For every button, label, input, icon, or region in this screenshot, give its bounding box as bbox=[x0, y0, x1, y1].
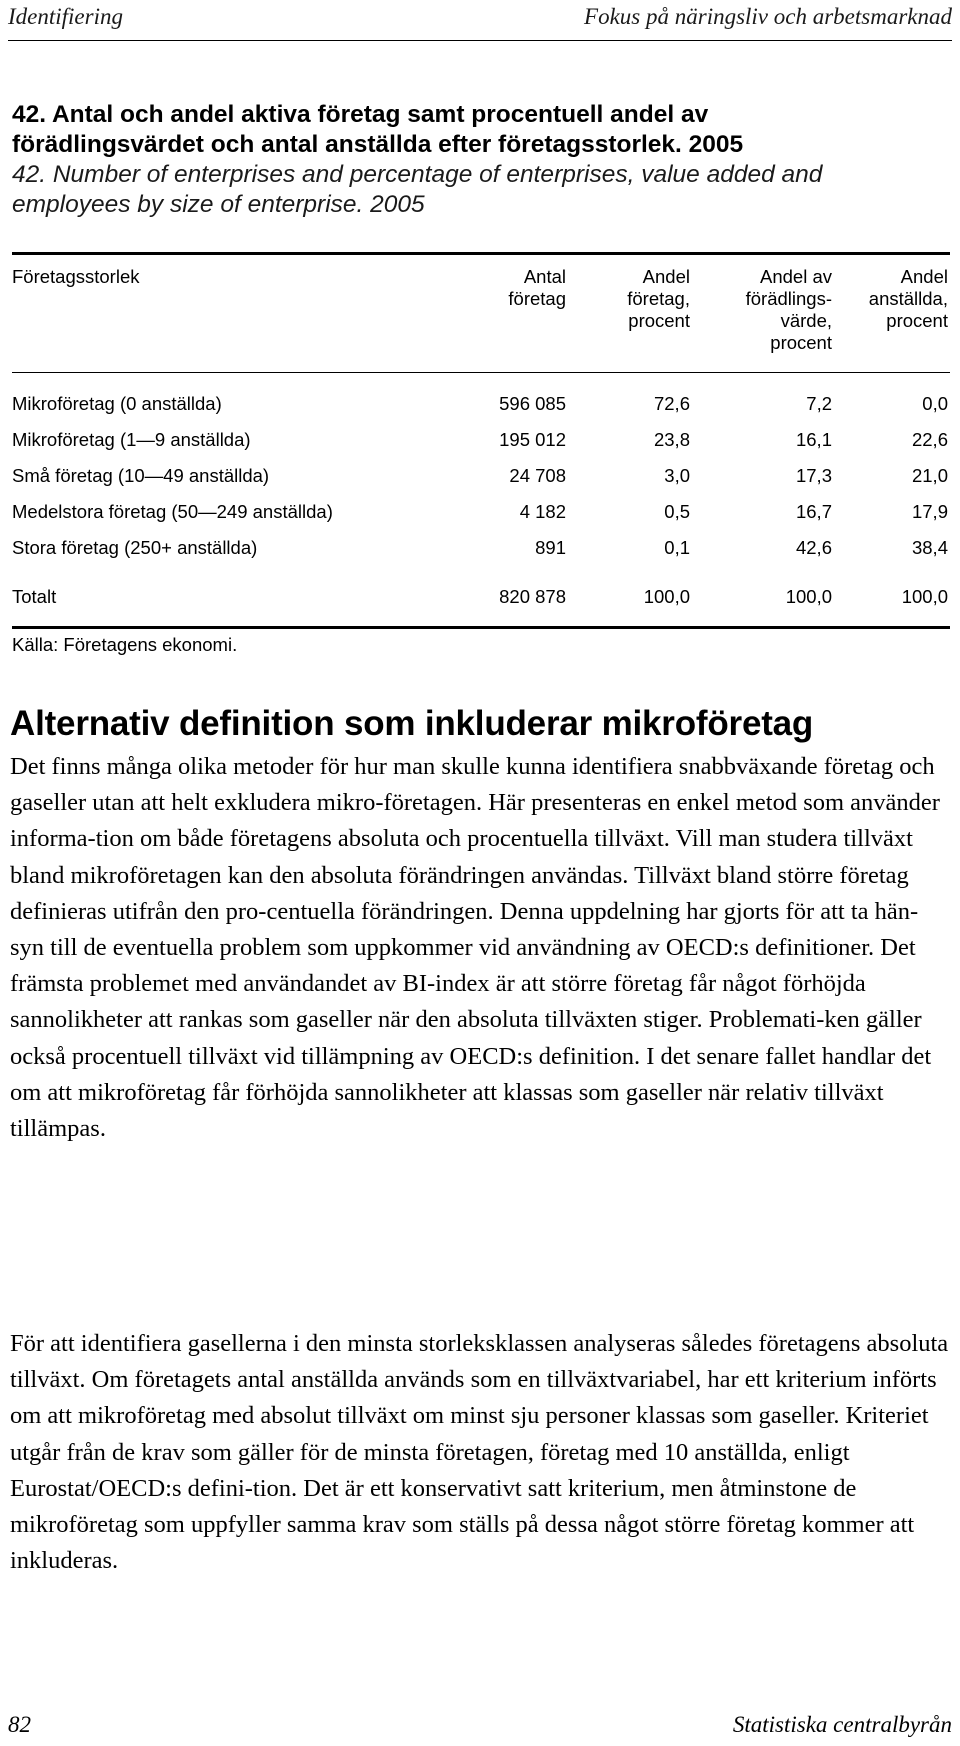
row-count: 24 708 bbox=[509, 465, 566, 486]
row-share-employees: 17,9 bbox=[911, 501, 948, 522]
column-header-share-enterprises-line: procent bbox=[628, 310, 690, 331]
table-source: Källa: Företagens ekonomi. bbox=[12, 634, 238, 655]
column-header-share-value-added-line: Andel av bbox=[760, 266, 832, 287]
row-share-employees: 22,6 bbox=[911, 429, 948, 450]
row-share-value-added: 17,3 bbox=[795, 465, 832, 486]
section-heading: Alternativ definition som inkluderar mikroföretag bbox=[10, 704, 814, 743]
row-share-employees: 21,0 bbox=[911, 465, 948, 486]
table-row bbox=[0, 501, 960, 523]
column-header-size: Företagsstorlek bbox=[12, 266, 140, 287]
running-header bbox=[8, 4, 952, 30]
row-share-value-added: 16,1 bbox=[795, 429, 832, 450]
row-label: Mikroföretag (1—9 anställda) bbox=[12, 429, 251, 450]
table-title-english-line-2: employees by size of enterprise. 2005 bbox=[12, 191, 425, 218]
row-share-enterprises: 3,0 bbox=[664, 465, 690, 486]
row-share-value-added: 42,6 bbox=[795, 537, 832, 558]
table-bottom-rule bbox=[12, 626, 950, 629]
column-header-count-line: Antal bbox=[523, 266, 566, 287]
column-header-share-enterprises bbox=[580, 266, 690, 332]
table-row bbox=[0, 465, 960, 487]
table-row bbox=[0, 393, 960, 415]
row-label: Små företag (10—49 anställda) bbox=[12, 465, 270, 486]
row-share-employees: 38,4 bbox=[911, 537, 948, 558]
column-header-share-employees bbox=[830, 266, 948, 332]
column-header-count-line: företag bbox=[508, 288, 566, 309]
row-share-enterprises: 72,6 bbox=[653, 393, 690, 414]
table-title-swedish-line-2: förädlingsvärdet och antal anställda efter företagsstorlek. 2005 bbox=[12, 131, 744, 158]
column-header-share-value-added-line: förädlings- bbox=[745, 288, 832, 309]
header-section-title: Identifiering bbox=[8, 4, 123, 29]
row-share-value-added: 16,7 bbox=[795, 501, 832, 522]
publisher-name: Statistiska centralbyrån bbox=[732, 1712, 952, 1737]
total-share-employees: 100,0 bbox=[901, 586, 948, 607]
total-share-value-added: 100,0 bbox=[785, 586, 832, 607]
table-title bbox=[12, 100, 942, 220]
column-header-share-employees-line: anställda, bbox=[868, 288, 948, 309]
row-share-employees: 0,0 bbox=[922, 393, 948, 414]
header-publication-title: Fokus på näringsliv och arbetsmarknad bbox=[584, 4, 952, 29]
row-count: 195 012 bbox=[499, 429, 566, 450]
column-header-share-value-added-line: värde, bbox=[780, 310, 832, 331]
row-label: Medelstora företag (50—249 anställda) bbox=[12, 501, 333, 522]
header-divider bbox=[8, 40, 952, 41]
table-header-rule bbox=[12, 372, 950, 373]
row-label: Mikroföretag (0 anställda) bbox=[12, 393, 222, 414]
column-header-share-value-added-line: procent bbox=[770, 332, 832, 353]
page-number: 82 bbox=[8, 1712, 31, 1737]
table-title-english-line-1: 42. Number of enterprises and percentage of enterprises, value added and bbox=[12, 161, 823, 188]
table-row bbox=[0, 537, 960, 559]
row-share-enterprises: 23,8 bbox=[653, 429, 690, 450]
row-share-enterprises: 0,1 bbox=[664, 537, 690, 558]
row-share-enterprises: 0,5 bbox=[664, 501, 690, 522]
row-share-value-added: 7,2 bbox=[806, 393, 832, 414]
column-header-share-enterprises-line: företag, bbox=[627, 288, 690, 309]
total-count: 820 878 bbox=[499, 586, 566, 607]
total-label: Totalt bbox=[12, 586, 57, 607]
column-header-count bbox=[420, 266, 566, 310]
body-paragraph-1: Det finns många olika metoder för hur man skulle kunna identifiera snabbväxande företag och gaseller utan att helt exkludera mikro-företagen. Här presenteras en enkel metod som använder informa-tion om både företagens absoluta och procentuella tillväxt. Vill man studera tillväxt bland mikroföretagen kan den absoluta förändringen användas. Tillväxt bland större företag definieras utifrån den pro-centuella förändringen. Denna uppdelning har gjorts för att ta hän-syn till de eventuella problem som uppkommer vid användning av OECD:s definitioner. Det främsta problemet med användandet av BI-index är att större företag får något förhöjda sannolikheter att rankas som gaseller när den absoluta tillväxten stiger. Problemati-ken gäller också procentuell tillväxt vid tillämpning av OECD:s definition. I det senare fallet handlar det om att mikroföretag får förhöjda sannolikheter att klassas som gaseller när relativ tillväxt tillämpas. bbox=[10, 753, 940, 1143]
column-header-share-enterprises-line: Andel bbox=[642, 266, 690, 287]
column-header-share-value-added bbox=[700, 266, 832, 354]
column-header-share-employees-line: Andel bbox=[900, 266, 948, 287]
row-count: 596 085 bbox=[499, 393, 566, 414]
row-label: Stora företag (250+ anställda) bbox=[12, 537, 258, 558]
table-title-swedish-line-1: 42. Antal och andel aktiva företag samt procentuell andel av bbox=[12, 101, 709, 128]
column-header-share-employees-line: procent bbox=[886, 310, 948, 331]
table-row bbox=[0, 429, 960, 451]
table-top-rule bbox=[12, 252, 950, 255]
row-count: 4 182 bbox=[519, 501, 566, 522]
table-total-row bbox=[0, 586, 960, 608]
total-share-enterprises: 100,0 bbox=[643, 586, 690, 607]
row-count: 891 bbox=[535, 537, 566, 558]
body-paragraph-2: För att identifiera gasellerna i den minsta storleksklassen analyseras således företagens absoluta tillväxt. Om företagets antal anställda används som en tillväxtvariabel, har ett kriterium införts om att mikroföretag med absolut tillväxt om minst sju personer klassas som gaseller. Kriteriet utgår från de krav som gäller för de minsta företagen, företag med 10 anställda, enligt Eurostat/OECD:s defini-tion. Det är ett konservativt satt kriterium, men åtminstone de mikroföretag som uppfyller samma krav som ställs på dessa något större företag kommer att inkluderas. bbox=[10, 1330, 949, 1575]
